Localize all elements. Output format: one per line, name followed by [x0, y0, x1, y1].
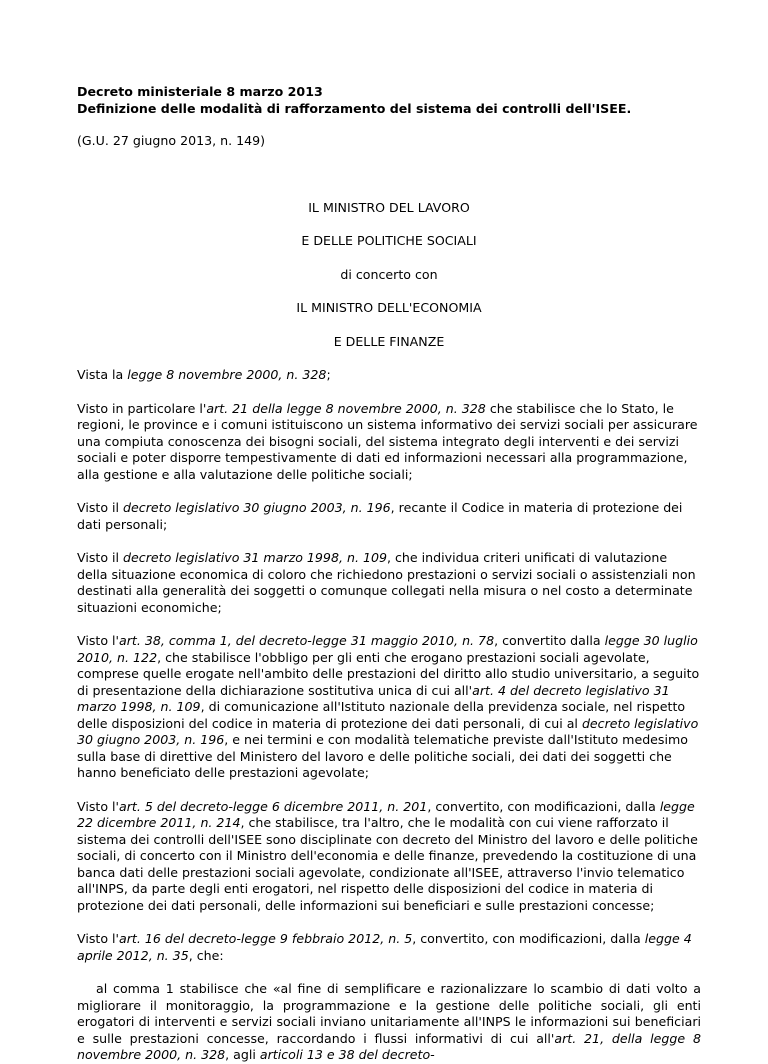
- text: , che individua criteri unificati di valutazione della situazione economica di coloro che richiedono prestazioni o servizi sociali o assistenziali non destinati alla generalità dei soggetti o comunque collegati nella misura o nel costo a determinate situazioni economiche;: [77, 550, 696, 615]
- paragraph-visto-dlgs-109: [77, 550, 701, 616]
- law-reference: legge 22 dicembre 2011, n. 214: [77, 798, 695, 830]
- text: , convertito dalla: [494, 633, 605, 648]
- law-reference: art. 38, comma 1, del decreto-legge 31 maggio 2010, n. 78: [119, 633, 495, 648]
- text: Visto il: [77, 550, 124, 565]
- text: Visto l': [77, 931, 120, 946]
- law-reference: decreto legislativo 31 marzo 1998, n. 109: [123, 550, 387, 565]
- text: , che stabilisce l'obbligo per gli enti che erogano prestazioni sociali agevolate, comprese quelle erogate nell'ambito delle prestazioni del diritto allo studio universitario, a seguito di presentazione della dichiarazione sostitutiva unica di cui all': [77, 649, 700, 698]
- title-line-2: Definizione delle modalità di rafforzamento del sistema dei controlli dell'ISEE.: [77, 100, 632, 116]
- text: Visto il: [77, 500, 124, 515]
- gazzetta-reference: (G.U. 27 giugno 2013, n. 149): [77, 133, 266, 148]
- text: al comma 1 stabilisce che «al fine di semplificare e razionalizzare lo scambio di dati volto a migliorare il monitoraggio, la programmazione e la gestione delle politiche sociali, gli enti erogatori di interventi e servizi sociali inviano unitariamente all'INPS le informazioni sui beneficiari e sulle prestazioni concesse, raccordando i flussi informativi di cui all': [77, 981, 701, 1046]
- paragraph-visto-art5: [77, 799, 701, 915]
- heading-line-5: E DELLE FINANZE: [333, 333, 445, 349]
- paragraph-vista-legge: [77, 367, 701, 384]
- heading-line-3: di concerto con: [340, 266, 438, 282]
- text: , recante il Codice in materia di protezione dei dati personali;: [77, 500, 683, 532]
- text: Visto l': [77, 798, 120, 814]
- heading-line-2: E DELLE POLITICHE SOCIALI: [301, 233, 477, 248]
- text: ;: [326, 367, 331, 382]
- heading-line-1: IL MINISTRO DEL LAVORO: [308, 199, 470, 215]
- text: Visto in particolare l': [77, 400, 207, 416]
- document-body: [77, 84, 701, 1064]
- text: , agli: [225, 1047, 260, 1062]
- law-reference: art. 21, della legge 8 novembre 2000, n. 328: [77, 1030, 701, 1062]
- text: , che:: [188, 947, 224, 963]
- ministerial-heading: [77, 200, 701, 351]
- text: , e nei termini e con modalità telematiche previste dall'Istituto medesimo sulla base di direttive del Ministero del lavoro e delle politiche sociali, dei dati dei soggetti che hanno beneficiato delle prestazioni agevolate;: [77, 732, 688, 780]
- text: , convertito, con modificazioni, dalla: [412, 931, 645, 946]
- title-line-1: Decreto ministeriale 8 marzo 2013: [77, 84, 323, 99]
- paragraph-visto-art21: [77, 401, 701, 484]
- law-reference: decreto legislativo 30 giugno 2003, n. 196: [123, 500, 391, 515]
- law-reference: art. 5 del decreto-legge 6 dicembre 2011, n. 201: [119, 798, 428, 814]
- paragraph-visto-art16: [77, 931, 701, 964]
- text: , di comunicazione all'Istituto nazionale della previdenza sociale, nel rispetto delle disposizioni del codice in materia di protezione dei dati personali, di cui al: [77, 699, 686, 731]
- paragraph-comma-1: [77, 981, 701, 1064]
- law-reference: articoli 13 e 38 del decreto-: [259, 1047, 435, 1062]
- text: , che stabilisce, tra l'altro, che le modalità con cui viene rafforzato il sistema dei controlli dell'ISEE sono disciplinate con decreto del Ministro del lavoro e delle politiche sociali, di concerto con il Ministro dell'economia e delle finanze, prevedendo la costituzione di una banca dati delle prestazioni sociali agevolate, condizionate all'ISEE, attraverso l'invio telematico all'INPS, da parte degli enti erogatori, nel rispetto delle disposizioni del codice in materia di protezione dei dati personali, delle informazioni sui beneficiari e sulle prestazioni concesse;: [77, 815, 698, 913]
- law-reference: legge 8 novembre 2000, n. 328: [127, 367, 327, 382]
- law-reference: art. 16 del decreto-legge 9 febbraio 2012, n. 5: [119, 931, 413, 946]
- law-reference: legge 4 aprile 2012, n. 35: [77, 931, 692, 963]
- paragraph-visto-dlgs-196: [77, 500, 701, 533]
- text: , convertito, con modificazioni, dalla: [427, 798, 660, 814]
- law-reference: art. 21 della legge 8 novembre 2000, n. 328: [206, 400, 486, 416]
- paragraph-visto-art38: [77, 633, 701, 782]
- text: che stabilisce che lo Stato, le regioni, le province e i comuni istituiscono un sistema informativo dei servizi sociali per assicurare una compiuta conoscenza dei bisogni sociali, del sistema integrato degli interventi e dei servizi sociali e poter disporre tempestivamente di dati ed informazioni necessari alla programmazione, alla gestione e alla valutazione delle politiche sociali;: [77, 400, 698, 482]
- law-reference: decreto legislativo 30 giugno 2003, n. 196: [77, 715, 699, 747]
- text: Vista la: [77, 367, 128, 382]
- document-title: [77, 84, 701, 117]
- law-reference: art. 4 del decreto legislativo 31 marzo 1998, n. 109: [77, 682, 670, 714]
- text: Visto l': [77, 633, 120, 648]
- heading-line-4: IL MINISTRO DELL'ECONOMIA: [296, 300, 482, 315]
- law-reference: legge 30 luglio 2010, n. 122: [77, 633, 698, 665]
